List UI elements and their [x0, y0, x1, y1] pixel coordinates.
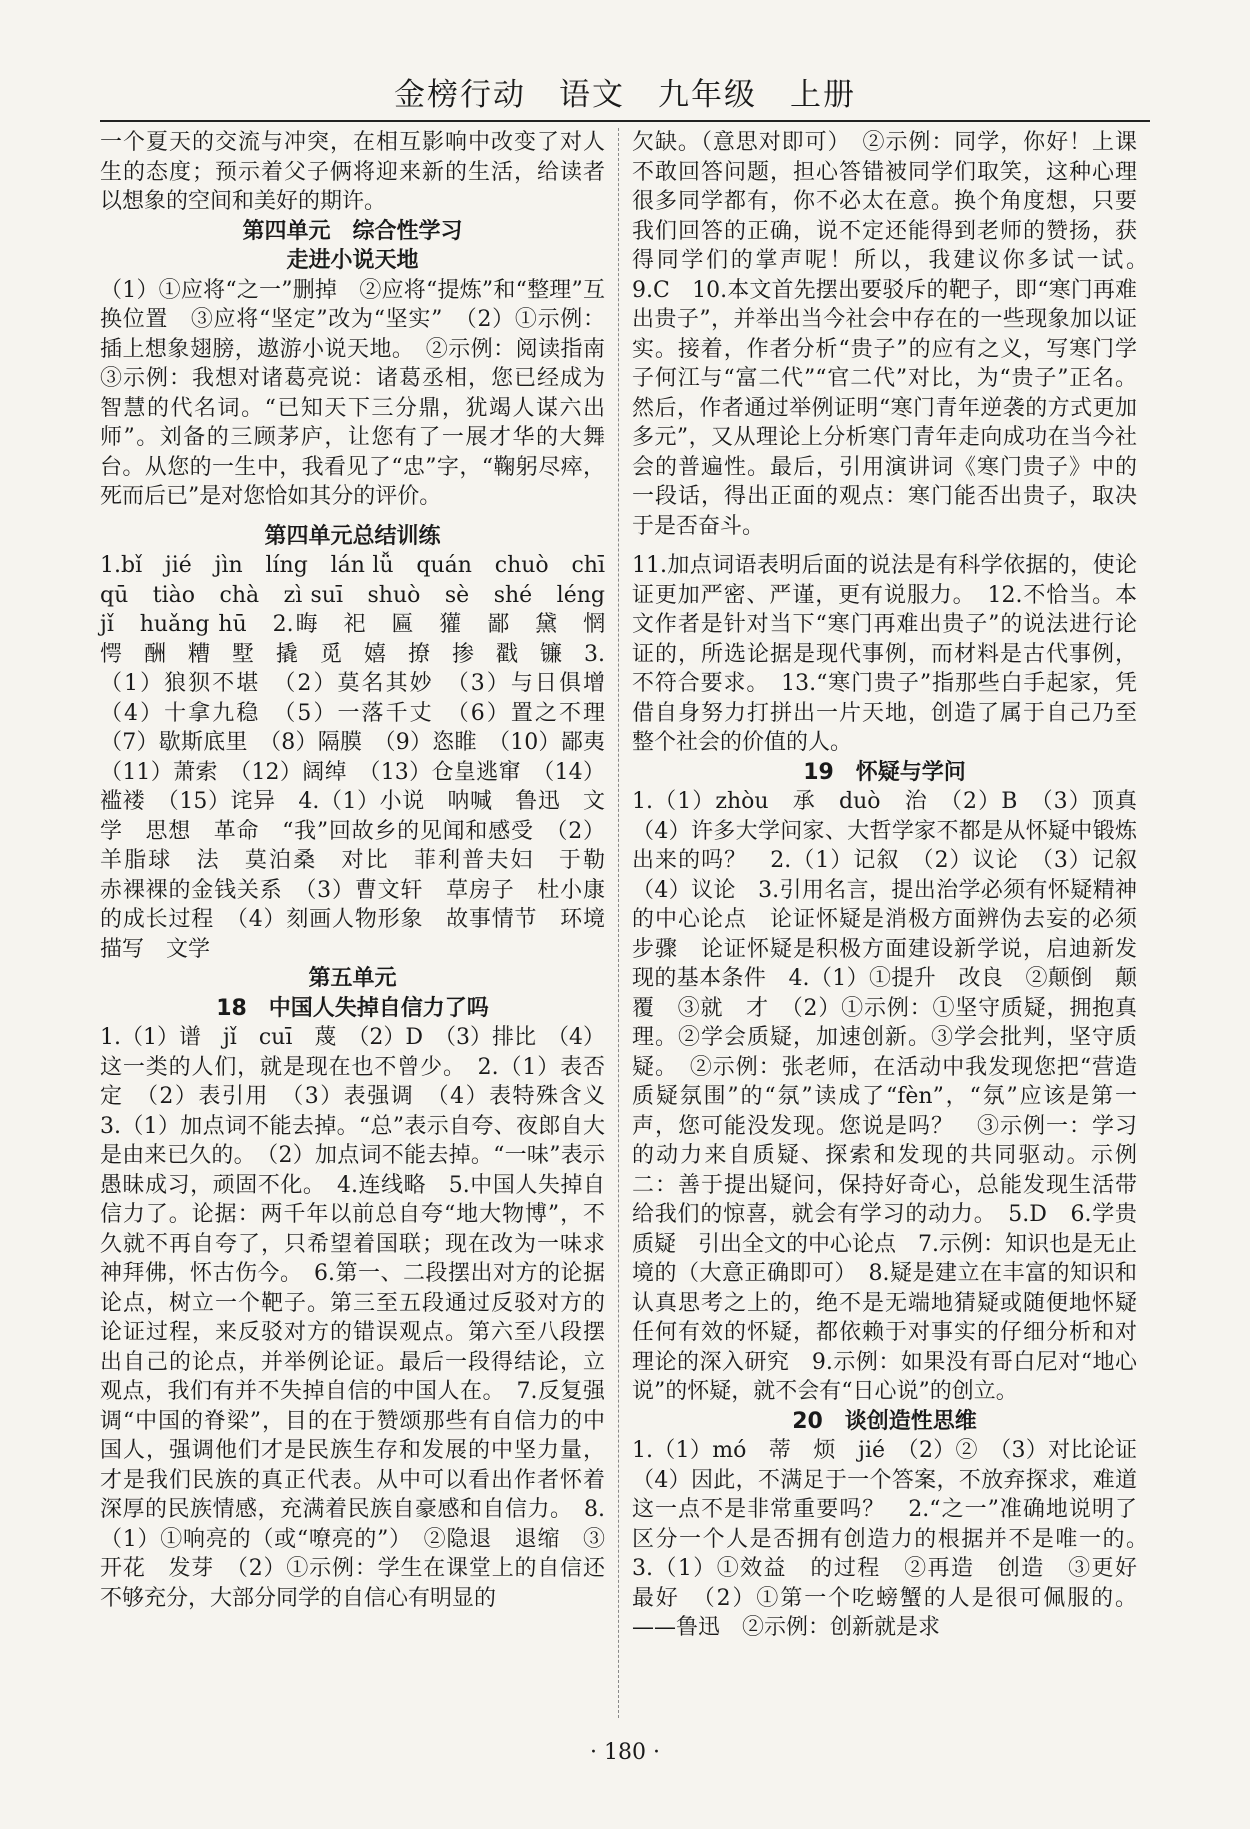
answers-lesson-20: 1.（1）mó 蒂 烦 jié （2）② （3）对比论证 （4）因此，不满足于一个答案，不放弃探求，难道这一点不是非常重要吗？ 2.“之一”准确地说明了区分一个人是否拥有创造力的根据并不是唯一的。 3.（1）①效益 的过程 ②再造 创造 ③更好 最好 （2）①第一个吃螃蟹的人是很可佩服的。——鲁迅 ②示例：创新就是求: [632, 1438, 1160, 1640]
content-columns: [100, 128, 1160, 1718]
heading-lesson-20: 20 谈创造性思维: [792, 1408, 977, 1434]
answers-lesson-18: 1.（1）谱 jǐ cuī 蔑 （2）D （3）排比 （4）这一类的人们，就是现在也不曾少。 2.（1）表否定 （2）表引用 （3）表强调 （4）表特殊含义 3.（1）加点词不能去掉。“总”表示自夸、夜郎自大是由来已久的。 （2）加点词不能去掉。“一味”表示愚昧成习，顽固不化。 4.连线略 5.中国人失掉自信力了。论据：两千年以前总自夸“地大物博”，不久就不再自夸了，只希望着国联；现在改为一味求神拜佛，怀古伤今。 6.第一、二段摆出对方的论据论点，树立一个靶子。第三至五段通过反驳对方的论证过程，来反驳对方的错误观点。第六至八段摆出自己的论点，并举例论证。最后一段得结论，立观点，我们有并不失掉自信的中国人在。 7.反复强调“中国的脊梁”，目的在于赞颂那些有自信力的中国人，强调他们才是民族生存和发展的中坚力量，才是我们民族的真正代表。从中可以看出作者怀着深厚的民族情感，充满着民族自豪感和自信力。 8.（1）①响亮的（或“嘹亮的”） ②隐退 退缩 ③开花 发芽 （2）①示例：学生在课堂上的自信还不够充分，大部分同学的自信心有明显的: [100, 1025, 628, 1611]
answers-lesson-18-q11-13: 11.加点词语表明后面的说法是有科学依据的，使论证更加严密、严谨，更有说服力。 12.不恰当。本文作者是针对当下“寒门再难出贵子”的说法进行论证的，所选论据是现代事例，而材料是古代事例，不符合要求。 13.“寒门贵子”指那些白手起家，凭借自身努力打拼出一片天地，创造了属于自己乃至整个社会的价值的人。: [632, 553, 1137, 755]
heading-unit4-summary: 第四单元总结训练: [264, 523, 441, 549]
answers-walk-into-novels: （1）①应将“之一”删掉 ②应将“提炼”和“整理”互换位置 ③应将“坚定”改为“坚实” （2）①示例：插上想象翅膀，遨游小说天地。 ②示例：阅读指南 ③示例：我想对诸葛亮说：诸葛丞相，您已经成为智慧的代名词。“已知天下三分鼎，犹竭人谋六出师”。刘备的三顾茅庐，让您有了一展才华的大舞台。从您的一生中，我看见了“忠”字，“鞠躬尽瘁，死而后已”是对您恰如其分的评价。: [100, 277, 628, 509]
page-header: [100, 70, 1150, 122]
heading-lesson-18: 18 中国人失掉自信力了吗: [216, 995, 489, 1021]
answers-lesson-18-continued: 欠缺。（意思对即可） ②示例：同学，你好！上课不敢回答问题，担心答错被同学们取笑，这种心理很多同学都有，你不必太在意。换个角度想，只要我们回答的正确，说不定还能得到老师的赞扬，获得同学们的掌声呢！所以，我建议你多试一试。 9.C 10.本文首先摆出要驳斥的靶子，即“寒门再难出贵子”，并举出当今社会中存在的一些现象加以证实。接着，作者分析“贵子”的应有之义，写寒门学子何江与“富二代”“官二代”对比，为“贵子”正名。然后，作者通过举例证明“寒门青年逆袭的方式更加多元”，又从理论上分析寒门青年走向成功在当今社会的普遍性。最后，引用演讲词《寒门贵子》中的一段话，得出正面的观点：寒门能否出贵子，取决于是否奋斗。: [632, 130, 1160, 539]
answers-lesson-19: 1.（1）zhòu 承 duò 治 （2）B （3）顶真 （4）许多大学问家、大哲学家不都是从怀疑中锻炼出来的吗？ 2.（1）记叙 （2）议论 （3）记叙 （4）议论 3.引用名言，提出治学必须有怀疑精神的中心论点 论证怀疑是消极方面辨伪去妄的必须步骤 论证怀疑是积极方面建设新学说，启迪新发现的基本条件 4.（1）①提升 改良 ②颠倒 颠覆 ③就 才 （2）①示例：①坚守质疑，拥抱真理。②学会质疑，加速创新。③学会批判，坚守质疑。 ②示例：张老师，在活动中我发现您把“营造质疑氛围”的“氛”读成了“fèn”，“氛”应该是第一声，您可能没发现。您说是吗？ ③示例一：学习的动力来自质疑、探索和发现的共同驱动。示例二：善于提出疑问，保持好奇心，总能发现生活带给我们的惊喜，就会有学习的动力。 5.D 6.学贵质疑 引出全文的中心论点 7.示例：知识也是无止境的（大意正确即可） 8.疑是建立在丰富的知识和认真思考之上的，绝不是无端地猜疑或随便地怀疑 任何有效的怀疑，都依赖于对事实的仔细分析和对理论的深入研究 9.示例：如果没有哥白尼对“地心说”的怀疑，就不会有“日心说”的创立。: [632, 789, 1160, 1404]
heading-unit5: 第五单元: [308, 966, 397, 991]
intro-paragraph: 一个夏天的交流与冲突，在相互影响中改变了对人生的态度；预示着父子俩将迎来新的生活，给读者以想象的空间和美好的期许。: [100, 130, 605, 214]
answers-unit4-summary: 1.bǐ jié jìn líng lán lǚ quán chuò chī qū tiào chà zì suī shuò sè shé léng jǐ huǎng hū 2.晦 祀 匾 獾 鄙 黛 惘 愕 酬 糟 墅 撬 觅 嬉 撩 掺 戳 镰 3.（1）狼狈不堪 （2）莫名其妙 （3）与日俱增 （4）十拿九稳 （5）一落千丈 （6）置之不理 （7）歇斯底里 （8）隔膜 （9）恣睢 （10）鄙夷 （11）萧索 （12）阔绰 （13）仓皇逃窜 （14）褴褛 （15）诧异 4.（1）小说 呐喊 鲁迅 文学 思想 革命 “我”回故乡的见闻和感受 （2）羊脂球 法 莫泊桑 对比 菲利普夫妇 于勒 赤裸裸的金钱关系 （3）曹文轩 草房子 杜小康的成长过程 （4）刻画人物形象 故事情节 环境描写 文学: [100, 553, 628, 962]
heading-walk-into-novels: 走进小说天地: [286, 248, 419, 273]
heading-lesson-19: 19 怀疑与学问: [803, 759, 966, 785]
left-column: [100, 128, 628, 1718]
header-title: 金榜行动 语文 九年级 上册: [394, 77, 856, 113]
page-number: · 180 ·: [590, 1740, 660, 1765]
right-column: [632, 128, 1160, 1718]
heading-unit4-comprehensive: 第四单元 综合性学习: [242, 218, 463, 244]
column-divider: [618, 128, 619, 1718]
